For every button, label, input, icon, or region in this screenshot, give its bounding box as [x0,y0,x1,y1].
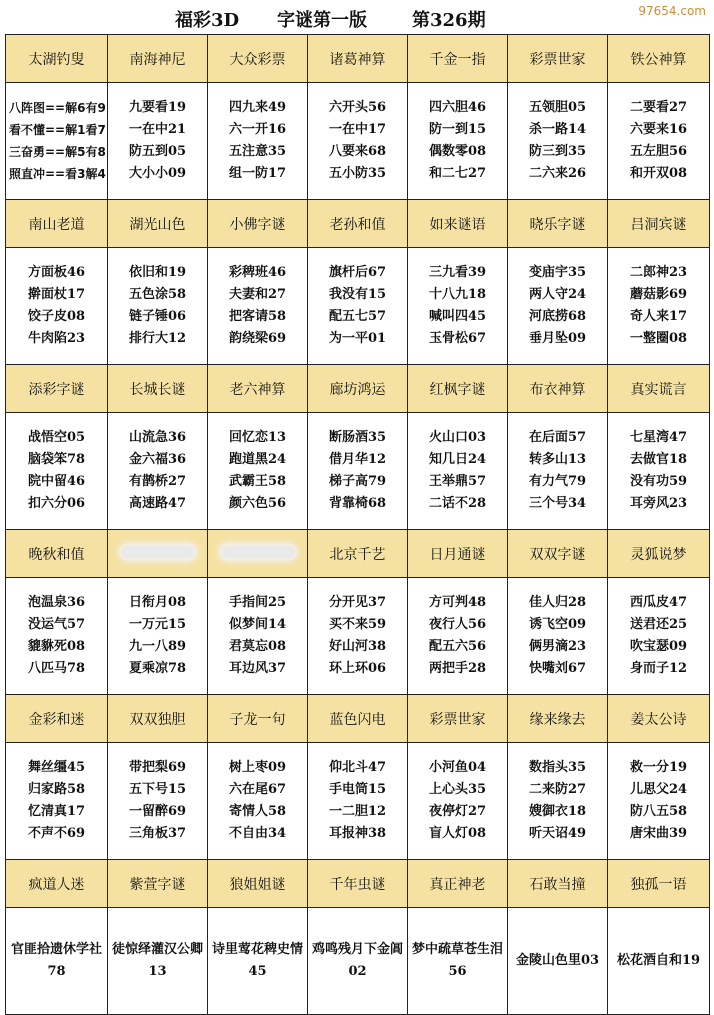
riddle-line: 好山河38 [328,639,387,654]
riddle-line: 排行大12 [128,331,187,346]
riddle-line: 听天诏49 [528,826,587,841]
column-header: 如来谜语 [408,200,508,248]
riddle-line: 泪56 [448,942,504,979]
riddle-line: 彩稗班46 [228,265,287,280]
riddle-cell [308,578,408,695]
riddle-line: 四九来49 [228,100,287,115]
blurred-redaction [222,546,294,558]
header-row [6,365,710,413]
column-header: 狼姐姐谜 [208,860,308,908]
riddle-line: 归家路58 [27,782,86,797]
column-header: 北京千艺 [308,530,408,578]
riddle-line: 八要来68 [328,144,387,159]
riddle-line: 似梦间14 [228,617,287,632]
column-header: 彩票世家 [508,35,608,83]
riddle-cell [508,413,608,530]
riddle-line: 两人守24 [528,287,587,302]
riddle-line: 仰北斗47 [328,760,387,775]
column-header: 紫萱字谜 [108,860,208,908]
header-row [6,860,710,908]
riddle-line: 没运气57 [27,617,86,632]
riddle-line: 方面板46 [27,265,86,280]
riddle-cell [208,908,308,1015]
riddle-line: 链子锤06 [128,309,187,324]
riddle-line: 忆清真17 [27,804,86,819]
riddle-cell [308,248,408,365]
riddle-line: 防五到05 [128,144,187,159]
riddle-line: 河底捞68 [528,309,587,324]
riddle-line: 五小防35 [328,166,387,181]
column-header: 老六神算 [208,365,308,413]
riddle-line: 君莫忘08 [228,639,287,654]
column-header: 吕洞宾谜 [608,200,710,248]
riddle-line: 方可判48 [428,595,487,610]
column-header: 真正神老 [408,860,508,908]
riddle-line: 韵绕梁69 [228,331,287,346]
riddle-line: 二郎神23 [629,265,688,280]
header-row [6,530,710,578]
riddle-line: 玉骨松67 [428,331,487,346]
page-header [0,0,714,34]
riddle-line: 救一分19 [629,760,688,775]
riddle-line: 六在尾67 [228,782,287,797]
watermark-text: 97654.com [638,4,706,18]
riddle-line: 我没有15 [328,287,387,302]
riddle-cell [408,248,508,365]
riddle-line: 防一到15 [428,122,487,137]
column-header: 石敢当撞 [508,860,608,908]
riddle-cell [208,413,308,530]
column-header: 晚秋和值 [6,530,108,578]
column-header: 千年虫谜 [308,860,408,908]
content-row [6,248,710,365]
riddle-line: 五领胆05 [528,100,587,115]
riddle-line: 六开头56 [328,100,387,115]
column-header: 日月通谜 [408,530,508,578]
riddle-line: 把客请58 [228,309,287,324]
column-header: 双双字谜 [508,530,608,578]
riddle-cell [308,908,408,1015]
column-header: 小佛字谜 [208,200,308,248]
riddle-line: 偶数零08 [428,144,487,159]
riddle-line: 高速路47 [128,496,187,511]
riddle-line: 快嘴刘67 [528,661,587,676]
column-header: 老孙和值 [308,200,408,248]
riddle-line: 五左胆56 [629,144,688,159]
column-header: 铁公神算 [608,35,710,83]
riddle-line: 阊02 [348,942,404,979]
riddle-line: 夜行人56 [428,617,487,632]
riddle-line: 吹宝瑟09 [629,639,688,654]
content-row [6,413,710,530]
riddle-line: 防八五58 [629,804,688,819]
riddle-line: 院中留46 [27,474,86,489]
riddle-cell [108,908,208,1015]
riddle-line: 五下号15 [128,782,187,797]
riddle-line: 和开双08 [629,166,688,181]
riddle-line: 舞丝缰45 [27,760,86,775]
riddle-line: 金六福36 [128,452,187,467]
riddle-line: 佳人归28 [528,595,587,610]
riddle-line: 诱飞空09 [528,617,587,632]
riddle-line: 十八九18 [428,287,487,302]
riddle-line: 日衔月08 [128,595,187,610]
riddle-line: 带把梨69 [128,760,187,775]
riddle-line: 五注意35 [228,144,287,159]
riddle-line: 卿13 [148,942,204,979]
riddle-line: 奇人来17 [629,309,688,324]
riddle-line: 杀一路14 [528,122,587,137]
riddle-line: 王举鼎57 [428,474,487,489]
content-row [6,908,710,1015]
column-header: 廊坊鸿运 [308,365,408,413]
riddle-line: 八匹马78 [27,661,86,676]
riddle-line: 九一八89 [128,639,187,654]
riddle-line: 照直冲==看3解4 [9,167,106,181]
riddle-cell [608,743,710,860]
column-header: 双双独胆 [108,695,208,743]
riddle-line: 夜停灯27 [428,804,487,819]
riddle-line: 配五七57 [328,309,387,324]
riddle-line: 垂月坠09 [528,331,587,346]
riddle-line: 山流急36 [128,430,187,445]
header-row [6,200,710,248]
content-row [6,578,710,695]
column-header: 姜太公诗 [608,695,710,743]
riddle-line: 三九看39 [428,265,487,280]
riddle-line: 战悟空05 [27,430,86,445]
riddle-line: 一整圈08 [629,331,688,346]
riddle-cell [408,83,508,200]
riddle-cell [108,248,208,365]
riddle-cell [108,743,208,860]
riddle-line: 二要看27 [629,100,688,115]
column-header: 湖光山色 [108,200,208,248]
riddle-cell [208,578,308,695]
riddle-line: 耳报神38 [328,826,387,841]
riddle-line: 二六来26 [528,166,587,181]
column-header: 晓乐字谜 [508,200,608,248]
riddle-cell [6,578,108,695]
riddle-line: 松花酒自和19 [616,953,701,968]
riddle-cell [108,578,208,695]
riddle-line: 身而子12 [629,661,688,676]
riddle-cell [6,83,108,200]
riddle-cell [208,743,308,860]
riddle-line: 擀面杖17 [27,287,86,302]
riddle-cell [308,413,408,530]
riddle-line: 六要来16 [629,122,688,137]
riddle-line: 社78 [47,942,103,979]
riddle-line: 送君还25 [629,617,688,632]
riddle-line: 二来防27 [528,782,587,797]
title-name: 字谜第一版 [277,10,367,31]
riddle-line: 三奋勇==解5有8 [9,145,106,159]
riddle-line: 树上枣09 [228,760,287,775]
riddle-line: 一在中21 [128,122,187,137]
riddle-cell [608,578,710,695]
riddle-line: 金陵山色里03 [515,953,600,968]
riddle-line: 俩男滴23 [528,639,587,654]
riddle-line: 貔貅死08 [27,639,86,654]
riddle-cell [6,908,108,1015]
riddle-line: 嫂御衣18 [528,804,587,819]
riddle-line: 没有功59 [629,474,688,489]
riddle-line: 小河鱼04 [428,760,487,775]
riddle-line: 大小小09 [128,166,187,181]
riddle-cell [608,908,710,1015]
riddle-cell [6,743,108,860]
riddle-cell [508,248,608,365]
column-header: 缘来缘去 [508,695,608,743]
column-header [208,530,308,578]
title-brand: 福彩3D [175,10,240,31]
column-header: 疯道人迷 [6,860,108,908]
riddle-line: 五色涂58 [128,287,187,302]
riddle-line: 二话不28 [428,496,487,511]
riddle-line: 夫妻和27 [228,287,287,302]
column-header: 南山老道 [6,200,108,248]
riddle-line: 看不懂==解1看7 [9,123,106,137]
riddle-line: 在后面57 [528,430,587,445]
riddle-cell [408,413,508,530]
riddle-line: 泡温泉36 [27,595,86,610]
riddle-line: 诗里莺花稗史 [211,942,290,957]
riddle-line: 分开见37 [328,595,387,610]
column-header: 金彩和迷 [6,695,108,743]
column-header: 红枫字谜 [408,365,508,413]
riddle-cell [508,908,608,1015]
column-header: 灵狐说梦 [608,530,710,578]
column-header: 诸葛神算 [308,35,408,83]
riddle-line: 不自由34 [228,826,287,841]
riddle-line: 手指间25 [228,595,287,610]
riddle-line: 环上环06 [328,661,387,676]
riddle-cell [508,578,608,695]
header-row [6,695,710,743]
column-header: 太湖钓叟 [6,35,108,83]
riddle-line: 官匪拾遗休学 [10,942,89,957]
riddle-cell [6,248,108,365]
column-header: 长城长谜 [108,365,208,413]
riddle-cell [508,743,608,860]
column-header: 布衣神算 [508,365,608,413]
riddle-line: 寄情人58 [228,804,287,819]
riddle-cell [108,413,208,530]
riddle-line: 耳旁风23 [629,496,688,511]
blurred-redaction [122,546,194,558]
riddle-line: 变庙宇35 [528,265,587,280]
riddle-line: 七星湾47 [629,430,688,445]
riddle-line: 一留醉69 [128,804,187,819]
riddle-line: 知几日24 [428,452,487,467]
riddle-line: 耳边风37 [228,661,287,676]
riddle-line: 断肠酒35 [328,430,387,445]
riddle-line: 依旧和19 [128,265,187,280]
riddle-line: 三角板37 [128,826,187,841]
riddle-line: 手电筒15 [328,782,387,797]
riddle-line: 有力气79 [528,474,587,489]
riddle-line: 儿思父24 [629,782,688,797]
riddle-cell [408,908,508,1015]
riddle-line: 两把手28 [428,661,487,676]
riddle-line: 转多山13 [528,452,587,467]
riddle-line: 去做官18 [629,452,688,467]
riddle-line: 不声不69 [27,826,86,841]
riddle-line: 扣六分06 [27,496,86,511]
column-header: 子龙一句 [208,695,308,743]
riddle-line: 借月华12 [328,452,387,467]
riddle-line: 八阵图==解6有9 [9,101,106,115]
riddle-cell [308,743,408,860]
riddle-line: 六一开16 [228,122,287,137]
riddle-line: 为一平01 [328,331,387,346]
content-row [6,743,710,860]
riddle-line: 颜六色56 [228,496,287,511]
riddle-line: 四六胆46 [428,100,487,115]
riddle-cell [408,578,508,695]
riddle-cell [208,248,308,365]
riddle-line: 防三到35 [528,144,587,159]
riddle-cell [608,83,710,200]
riddle-line: 组一防17 [228,166,287,181]
column-header [108,530,208,578]
riddle-line: 鸡鸣残月下金 [311,942,390,957]
riddle-cell [6,413,108,530]
column-header: 南海神尼 [108,35,208,83]
content-row [6,83,710,200]
riddle-line: 饺子皮08 [27,309,86,324]
column-header: 真实谎言 [608,365,710,413]
riddle-line: 有鹊桥27 [128,474,187,489]
column-header: 大众彩票 [208,35,308,83]
riddle-line: 武霸王58 [228,474,287,489]
column-header: 彩票世家 [408,695,508,743]
riddle-line: 一二胆12 [328,804,387,819]
header-row [6,35,710,83]
column-header: 独孤一语 [608,860,710,908]
riddle-cell [308,83,408,200]
riddle-line: 夏乘凉78 [128,661,187,676]
title-issue: 第326期 [412,10,486,31]
column-header: 添彩字谜 [6,365,108,413]
riddle-line: 一万元15 [128,617,187,632]
riddle-cell [408,743,508,860]
riddle-cell [608,413,710,530]
riddle-table [5,34,710,1015]
riddle-line: 回忆恋13 [228,430,287,445]
riddle-line: 喊叫四45 [428,309,487,324]
riddle-line: 旗杆后67 [328,265,387,280]
riddle-line: 徒惊绎灌汉公 [111,942,190,957]
riddle-line: 和二七27 [428,166,487,181]
riddle-cell [108,83,208,200]
riddle-line: 火山口03 [428,430,487,445]
riddle-line: 背靠椅68 [328,496,387,511]
riddle-line: 梯子高79 [328,474,387,489]
riddle-line: 蘑菇影69 [629,287,688,302]
riddle-cell [208,83,308,200]
riddle-cell [608,248,710,365]
riddle-line: 脑袋笨78 [27,452,86,467]
riddle-line: 西瓜皮47 [629,595,688,610]
riddle-line: 唐宋曲39 [629,826,688,841]
column-header: 蓝色闪电 [308,695,408,743]
riddle-line: 一在中17 [328,122,387,137]
riddle-line: 牛肉陷23 [27,331,86,346]
riddle-cell [508,83,608,200]
riddle-line: 盲人灯08 [428,826,487,841]
riddle-line: 配五六56 [428,639,487,654]
column-header: 千金一指 [408,35,508,83]
riddle-line: 数指头35 [528,760,587,775]
riddle-line: 上心头35 [428,782,487,797]
riddle-line: 买不来59 [328,617,387,632]
riddle-line: 梦中疏草苍生 [411,942,490,957]
riddle-line: 三个号34 [528,496,587,511]
riddle-line: 跑道黑24 [228,452,287,467]
riddle-line: 九要看19 [128,100,187,115]
riddle-line: 情45 [248,942,304,979]
